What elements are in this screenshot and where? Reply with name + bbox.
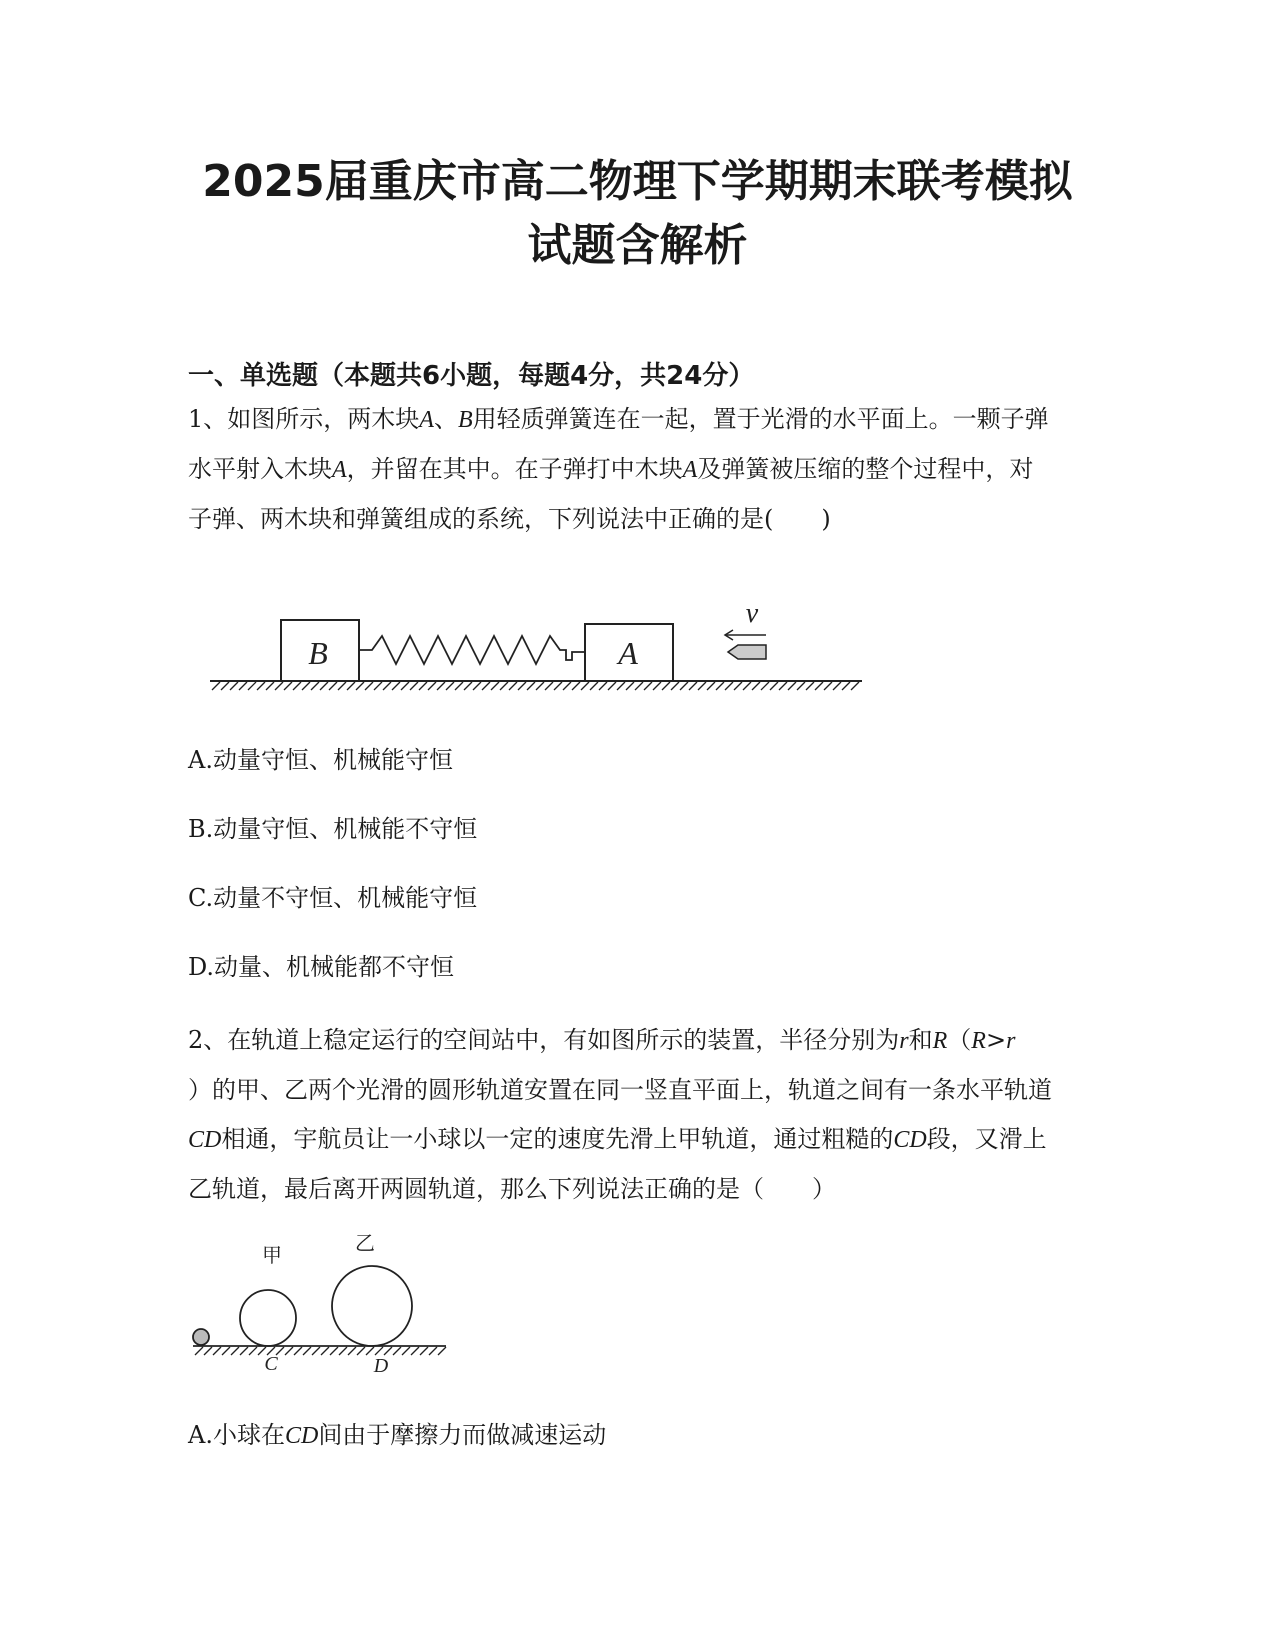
hatch-mark (329, 682, 337, 690)
hatch-mark (563, 682, 571, 690)
hatch-mark (599, 682, 607, 690)
hatch-mark (401, 682, 409, 690)
track-hatch (195, 1347, 446, 1355)
hatch-mark (438, 1347, 446, 1355)
q2-line-2: ）的甲、乙两个光滑的圆形轨道安置在同一竖直平面上，轨道之间有一条水平轨道 (188, 1076, 1052, 1104)
hatch-mark (437, 682, 445, 690)
hatch-mark (222, 1347, 230, 1355)
hatch-mark (833, 682, 841, 690)
hatch-mark (716, 682, 724, 690)
hatch-mark (321, 1347, 329, 1355)
hatch-mark (293, 682, 301, 690)
question-2 (188, 1016, 1093, 1214)
hatch-mark (419, 682, 427, 690)
q1-option-d: D.动量、机械能都不守恒 (188, 953, 455, 981)
hatch-mark (491, 682, 499, 690)
hatch-mark (734, 682, 742, 690)
hatch-mark (617, 682, 625, 690)
hatch-mark (824, 682, 832, 690)
title-line-1: 2025届重庆市高二物理下学期期末联考模拟 (202, 156, 1073, 207)
hatch-mark (428, 682, 436, 690)
hatch-mark (221, 682, 229, 690)
label-yi: 乙 (355, 1231, 375, 1255)
hatch-mark (410, 682, 418, 690)
hatch-mark (231, 1347, 239, 1355)
q1-line-2: 水平射入木块A，并留在其中。在子弹打中木块A及弹簧被压缩的整个过程中，对 (188, 455, 1034, 483)
hatch-mark (311, 682, 319, 690)
hatch-mark (473, 682, 481, 690)
hatch-mark (365, 682, 373, 690)
q1-option-a: A.动量守恒、机械能守恒 (188, 746, 453, 774)
hatch-mark (384, 1347, 392, 1355)
hatch-mark (284, 682, 292, 690)
hatch-mark (752, 682, 760, 690)
hatch-mark (339, 1347, 347, 1355)
hatch-mark (851, 682, 859, 690)
hatch-mark (662, 682, 670, 690)
hatch-mark (806, 682, 814, 690)
hatch-mark (257, 682, 265, 690)
hatch-mark (509, 682, 517, 690)
q2-figure (193, 1266, 446, 1355)
hatch-mark (797, 682, 805, 690)
hatch-mark (285, 1347, 293, 1355)
hatch-mark (770, 682, 778, 690)
hatch-mark (788, 682, 796, 690)
hatch-mark (347, 682, 355, 690)
ground-hatch (212, 682, 859, 690)
q2-line-1: 2、在轨道上稳定运行的空间站中，有如图所示的装置，半径分别为r和R（R>r (188, 1026, 1016, 1054)
hatch-mark (348, 1347, 356, 1355)
hatch-mark (204, 1347, 212, 1355)
hatch-mark (671, 682, 679, 690)
hatch-mark (464, 682, 472, 690)
hatch-mark (330, 1347, 338, 1355)
label-jia: 甲 (262, 1243, 282, 1267)
section-heading: 一、单选题（本题共6小题，每题4分，共24分） (188, 361, 755, 391)
track-jia-circle (240, 1290, 296, 1346)
label-d: D (373, 1355, 389, 1377)
title-line-2: 试题含解析 (527, 220, 748, 271)
hatch-mark (689, 682, 697, 690)
hatch-mark (356, 682, 364, 690)
hatch-mark (230, 682, 238, 690)
hatch-mark (536, 682, 544, 690)
hatch-mark (779, 682, 787, 690)
q1-line-3: 子弹、两木块和弹簧组成的系统，下列说法中正确的是( ) (188, 505, 831, 533)
block-a-label: A (618, 635, 638, 671)
hatch-mark (392, 682, 400, 690)
hatch-mark (761, 682, 769, 690)
hatch-mark (680, 682, 688, 690)
hatch-mark (455, 682, 463, 690)
hatch-mark (312, 1347, 320, 1355)
hatch-mark (374, 682, 382, 690)
hatch-mark (527, 682, 535, 690)
hatch-mark (545, 682, 553, 690)
hatch-mark (302, 682, 310, 690)
hatch-mark (554, 682, 562, 690)
hatch-mark (572, 682, 580, 690)
q2-line-4: 乙轨道，最后离开两圆轨道，那么下列说法正确的是（ ） (188, 1175, 836, 1203)
hatch-mark (212, 682, 220, 690)
hatch-mark (518, 682, 526, 690)
hatch-mark (608, 682, 616, 690)
q2-line-3: CD相通，宇航员让一小球以一定的速度先滑上甲轨道，通过粗糙的CD段，又滑上 (188, 1125, 1047, 1153)
hatch-mark (446, 682, 454, 690)
hatch-mark (239, 682, 247, 690)
hatch-mark (275, 682, 283, 690)
hatch-mark (366, 1347, 374, 1355)
bullet (728, 645, 766, 659)
block-b-label: B (308, 635, 328, 671)
hatch-mark (320, 682, 328, 690)
hatch-mark (707, 682, 715, 690)
hatch-mark (249, 1347, 257, 1355)
hatch-mark (743, 682, 751, 690)
hatch-mark (815, 682, 823, 690)
hatch-mark (375, 1347, 383, 1355)
hatch-mark (402, 1347, 410, 1355)
hatch-mark (842, 682, 850, 690)
hatch-mark (725, 682, 733, 690)
spring (359, 636, 585, 664)
q2-option-a: A.小球在CD间由于摩擦力而做减速运动 (188, 1421, 607, 1449)
hatch-mark (626, 682, 634, 690)
velocity-label: v (745, 598, 759, 629)
hatch-mark (213, 1347, 221, 1355)
hatch-mark (383, 682, 391, 690)
hatch-mark (653, 682, 661, 690)
hatch-mark (357, 1347, 365, 1355)
hatch-mark (420, 1347, 428, 1355)
hatch-mark (266, 682, 274, 690)
hatch-mark (195, 1347, 203, 1355)
hatch-mark (698, 682, 706, 690)
hatch-mark (303, 1347, 311, 1355)
hatch-mark (240, 1347, 248, 1355)
label-c: C (264, 1353, 278, 1375)
hatch-mark (393, 1347, 401, 1355)
q1-option-c: C.动量不守恒、机械能守恒 (188, 884, 478, 912)
hatch-mark (644, 682, 652, 690)
hatch-mark (338, 682, 346, 690)
hatch-mark (411, 1347, 419, 1355)
hatch-mark (500, 682, 508, 690)
hatch-mark (429, 1347, 437, 1355)
hatch-mark (248, 682, 256, 690)
q1-option-b: B.动量守恒、机械能不守恒 (188, 815, 478, 843)
hatch-mark (294, 1347, 302, 1355)
hatch-mark (482, 682, 490, 690)
hatch-mark (581, 682, 589, 690)
hatch-mark (635, 682, 643, 690)
q1-line-1: 1、如图所示，两木块A、B用轻质弹簧连在一起，置于光滑的水平面上。一颗子弹 (188, 405, 1049, 433)
small-ball (193, 1329, 209, 1345)
track-yi-circle (332, 1266, 412, 1346)
hatch-mark (590, 682, 598, 690)
